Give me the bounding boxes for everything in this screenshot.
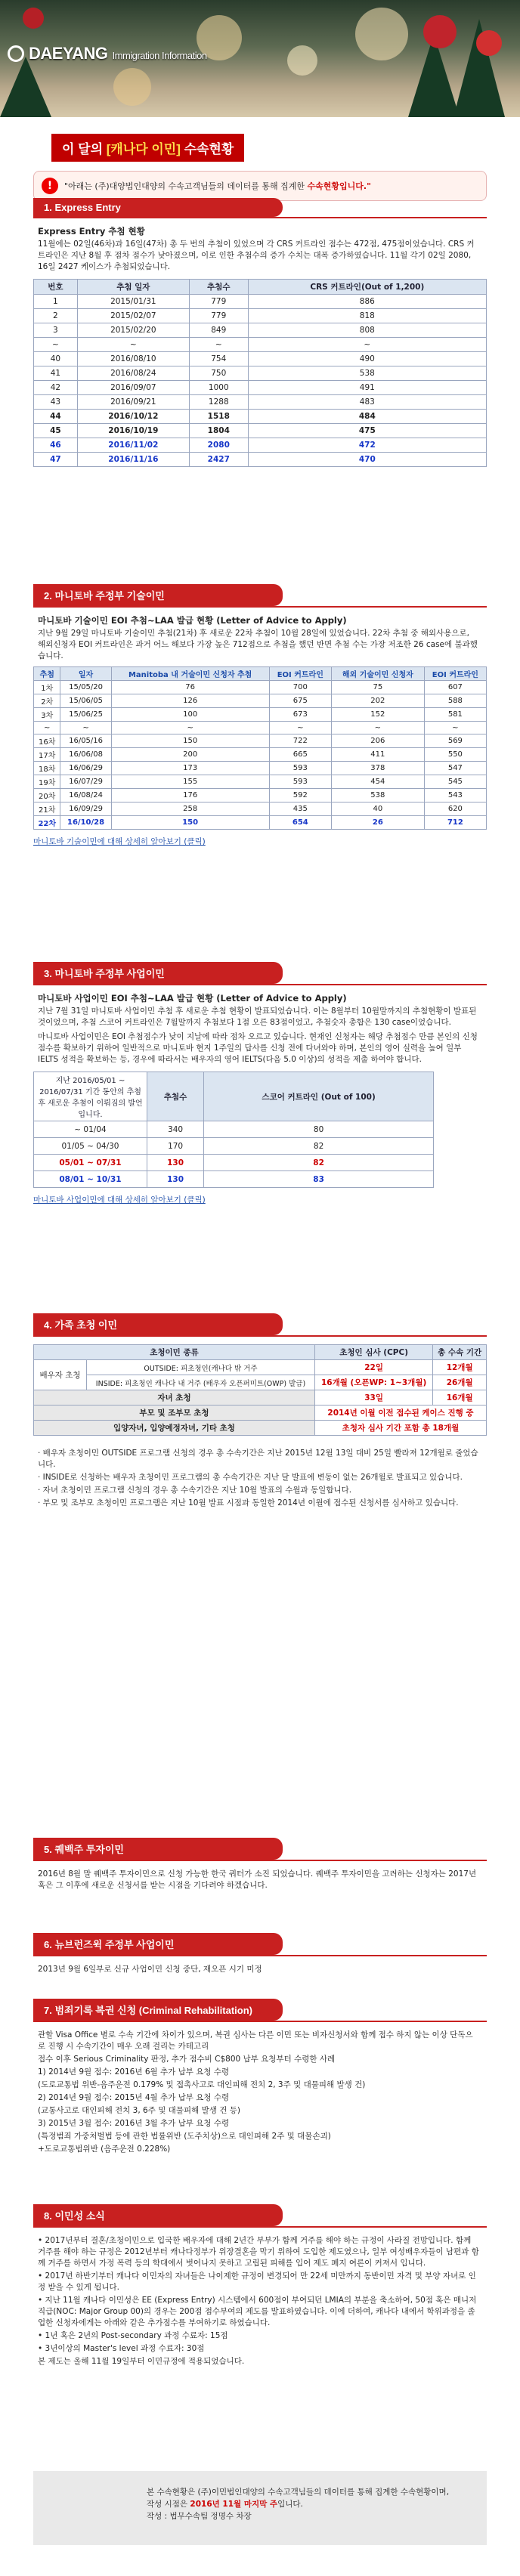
section-heading: 2. 마니토바 주정부 기술이민 [33, 584, 283, 606]
table-cell: 340 [147, 1121, 204, 1138]
row-label: INSIDE: 피초청인 캐나다 내 거주 (배우자 오픈퍼미트(OWP) 발급) [87, 1375, 315, 1390]
title-prefix: 이 달의 [62, 142, 103, 156]
footer-box [33, 2471, 487, 2545]
section-subtitle: 마니토바 기술이민 EOI 추첨~LAA 발급 현황 (Letter of Advice to Apply) [38, 615, 347, 626]
table-cell: 543 [424, 789, 486, 802]
table-cell: 100 [111, 708, 269, 722]
table-cell: 82 [204, 1138, 434, 1155]
table-cell: 675 [269, 694, 331, 708]
merged-value: 2014년 이월 이전 접수된 케이스 진행 중 [314, 1406, 486, 1421]
manitoba-skilled-link[interactable]: 마니토바 기술이민에 대해 상세히 알아보기 (클릭) [33, 837, 206, 846]
table-cell: 547 [424, 762, 486, 775]
cpc-value: 16개월 (오픈WP: 1~3개월) [314, 1375, 432, 1390]
table-cell: 779 [189, 309, 248, 323]
table-header: 총 수속 기간 [433, 1345, 487, 1360]
table-cell: 2016/08/24 [77, 366, 189, 381]
bokeh-light [287, 45, 317, 76]
total-value: 12개월 [433, 1360, 487, 1375]
footer-author: 작성 : 법무수속팀 정명수 차장 [147, 2512, 252, 2521]
title-suffix: 수속현황 [184, 142, 234, 156]
table-cell: ~ [331, 722, 424, 734]
note-item: (특정범죄 가중처벌법 등에 관한 법률위반 (도주치상)으로 대인피해 2주 및 대물손괴) [38, 2132, 331, 2141]
table-cell: 886 [248, 295, 486, 309]
section-paragraph: 지난 9월 29일 마니토바 기술이민 추첨(21차) 후 새로운 22차 추첨이 10월 28일에 있었습니다. 22차 추첨 중 해외사용으로, 해외신청자 EOI 커트라인은 과거 어느 해보다 가장 높은 712점으로 추첨을 했던 반면 추첨 수는 가장 저조한 26 case에 불과했습니다. [38, 629, 478, 660]
section-express-entry [33, 198, 487, 467]
header-banner [0, 0, 520, 117]
table-row [34, 438, 487, 453]
table-cell: ~ [424, 722, 486, 734]
table-cell: 44 [34, 410, 78, 424]
table-cell: 2015/02/20 [77, 323, 189, 338]
table-header: 추첨수 [189, 280, 248, 295]
table-cell: 2016/09/21 [77, 395, 189, 410]
section-paragraph: 2013년 9월 6일부로 신규 사업이민 신청 중단, 재오픈 시기 미정 [38, 1965, 262, 1974]
table-cell: 435 [269, 802, 331, 816]
table-cell: 82 [204, 1155, 434, 1171]
table-header: 번호 [34, 280, 78, 295]
table-row [34, 681, 487, 694]
section-heading: 1. Express Entry [33, 198, 283, 217]
row-label: OUTSIDE: 피초청인(캐나다 밖 거주 [87, 1360, 315, 1375]
table-cell: 722 [269, 734, 331, 748]
note-item: • 2017년 하반기부터 캐나다 이민자의 자녀들은 나이제한 규정이 변경되어 만 22세 미만까지 동반이민 자격 및 부양 자녀로 인정 받을 수 있게 됩니다. [38, 2271, 476, 2292]
table-cell: ~ [269, 722, 331, 734]
table-cell: 593 [269, 762, 331, 775]
divider [33, 1335, 487, 1337]
table-cell: ~ [77, 338, 189, 352]
notice-highlight: 수속현황입니다." [307, 181, 371, 191]
table-cell: 1804 [189, 424, 248, 438]
table-cell: 2차 [34, 694, 60, 708]
manitoba-business-link[interactable]: 마니토바 사업이민에 대해 상세히 알아보기 (클릭) [33, 1195, 206, 1205]
table-cell: 2 [34, 309, 78, 323]
logo-mark-icon [8, 45, 24, 62]
section-family-sponsorship [33, 1313, 487, 1511]
section-manitoba-business [33, 962, 487, 1205]
table-row [34, 762, 487, 775]
family-sponsorship-table [33, 1344, 487, 1436]
table-cell: 2080 [189, 438, 248, 453]
table-header: 추첨 일자 [77, 280, 189, 295]
table-cell: 170 [147, 1138, 204, 1155]
row-label: 자녀 초청 [34, 1390, 315, 1406]
table-cell: 818 [248, 309, 486, 323]
table-row [34, 722, 487, 734]
note-item: 3) 2015년 3월 접수: 2016년 3월 추가 납부 요청 수령 [38, 2119, 230, 2128]
table-row [34, 453, 487, 467]
table-cell: 491 [248, 381, 486, 395]
table-row [34, 802, 487, 816]
table-row [34, 309, 487, 323]
table-row [34, 424, 487, 438]
bokeh-light [355, 8, 408, 60]
table-cell: 490 [248, 352, 486, 366]
table-row [34, 694, 487, 708]
table-cell: 484 [248, 410, 486, 424]
table-cell: 150 [111, 816, 269, 830]
section-heading: 7. 범죄기록 복권 신청 (Criminal Rehabilitation) [33, 1999, 283, 2021]
table-row [34, 323, 487, 338]
page-title [51, 134, 520, 162]
bokeh-light [113, 68, 151, 106]
table-cell: 15/06/05 [60, 694, 111, 708]
table-row [34, 748, 487, 762]
table-header: 초청이민 종류 [34, 1345, 315, 1360]
table-cell: 673 [269, 708, 331, 722]
table-cell: 43 [34, 395, 78, 410]
table-cell: 47 [34, 453, 78, 467]
table-cell: 41 [34, 366, 78, 381]
footer-text: 입니다. [277, 2500, 303, 2509]
notice-text [64, 180, 371, 192]
table-cell: 206 [331, 734, 424, 748]
table-cell: 17차 [34, 748, 60, 762]
tree-graphic [0, 57, 51, 117]
table-cell: 665 [269, 748, 331, 762]
table-cell: 2016/08/10 [77, 352, 189, 366]
table-row [34, 1138, 434, 1155]
table-cell: 2016/11/16 [77, 453, 189, 467]
table-cell: ~ [60, 722, 111, 734]
table-cell: 176 [111, 789, 269, 802]
section-manitoba-skilled [33, 584, 487, 847]
table-cell: 592 [269, 789, 331, 802]
table-cell: ~ [248, 338, 486, 352]
family-notes [33, 1440, 487, 1509]
table-cell: 130 [147, 1171, 204, 1188]
note-item: (도로교통법 위반-음주운전 0.179% 및 접촉사고로 대인피해 전치 2, 3주 및 대물피해 발생 건) [38, 2080, 366, 2089]
table-cell: 1 [34, 295, 78, 309]
note-item: • 3년이상의 Master's level 과정 수료자: 30점 [38, 2344, 205, 2353]
table-cell: 475 [248, 424, 486, 438]
table-cell: 16/06/08 [60, 748, 111, 762]
table-row [34, 338, 487, 352]
table-cell: 1000 [189, 381, 248, 395]
table-cell: 22차 [34, 816, 60, 830]
notice-box [33, 171, 487, 201]
table-header: EOI 커트라인 [269, 667, 331, 681]
table-cell: 83 [204, 1171, 434, 1188]
table-cell: 16차 [34, 734, 60, 748]
table-cell: ~ [111, 722, 269, 734]
table-cell: 545 [424, 775, 486, 789]
table-row [34, 395, 487, 410]
table-cell: 19차 [34, 775, 60, 789]
table-header: Manitoba 내 거술이민 신청자 추첨 [111, 667, 269, 681]
brand-name: DAEYANG [29, 44, 108, 63]
ornament [476, 30, 502, 56]
table-cell: 654 [269, 816, 331, 830]
table-row [34, 295, 487, 309]
table-cell: 01/05 ~ 04/30 [34, 1138, 147, 1155]
table-row [34, 1155, 434, 1171]
table-cell: ~ [34, 722, 60, 734]
section-paragraph: 지난 7월 31일 마니토바 사업이민 추첨 후 새로운 추첨 현황이 발표되었습니다. 이는 8월부터 10월말까지의 추첨현황이 발표된 것이었으며, 추첨 스코어 커트라인은 7월말까지 추첨보다 1점 오른 83점이었고, 추첨숫자 총합은 130 case이었습니다. [38, 1007, 477, 1027]
table-row [34, 708, 487, 722]
table-cell: 483 [248, 395, 486, 410]
table-cell: 808 [248, 323, 486, 338]
table-header: 지난 2016/05/01 ~ 2016/07/31 기간 동안의 추첨 후 새로운 추첨이 이뤄짐의 발언입니다. [34, 1072, 147, 1121]
table-cell: 700 [269, 681, 331, 694]
table-cell: 2016/11/02 [77, 438, 189, 453]
table-cell: 1차 [34, 681, 60, 694]
ornament [423, 15, 457, 48]
table-cell: 15/05/20 [60, 681, 111, 694]
section-subtitle: Express Entry 추첨 현황 [38, 226, 145, 237]
total-value: 16개월 [433, 1390, 487, 1406]
table-cell: 200 [111, 748, 269, 762]
table-cell: 569 [424, 734, 486, 748]
table-cell: 45 [34, 424, 78, 438]
table-cell: 3 [34, 323, 78, 338]
row-label: 부모 및 조부모 초청 [34, 1406, 315, 1421]
section-heading: 6. 뉴브런즈윅 주정부 사업이민 [33, 1933, 283, 1955]
note-item: • 2017년부터 결혼/초청이민으로 입국한 배우자에 대해 2년간 부부가 함께 거주를 해야 하는 규정이 사라질 전망입니다. 함께 거주를 해야 하는 규정은 2012년부터 캐나다정부가 위장결혼을 막기 위하여 도입한 제도였으나, 일부 여성배우자들이 남편과 함께 거주를 하면서 가정 폭력 등의 학대에서 벗어나지 못하고 고립된 피해를 입어 제도 폐지 여론이 커져서 입니다. [38, 2236, 479, 2268]
brand-subtitle: Immigration Information [112, 50, 207, 61]
footer-line [147, 2498, 487, 2510]
table-cell: 607 [424, 681, 486, 694]
table-cell: 16/07/29 [60, 775, 111, 789]
table-cell: ~ [34, 338, 78, 352]
table-cell: 378 [331, 762, 424, 775]
section-quebec-investor [33, 1838, 487, 1891]
table-cell: 202 [331, 694, 424, 708]
table-cell: 76 [111, 681, 269, 694]
table-cell: 40 [331, 802, 424, 816]
notice-text-part: "아래는 (주)대양법인대양의 수속고객님들의 데이터를 통해 집계한 [64, 181, 305, 191]
table-header: 추첨수 [147, 1072, 204, 1121]
table-cell: 750 [189, 366, 248, 381]
section-heading: 3. 마니토바 주정부 사업이민 [33, 962, 283, 984]
section-subtitle: 마니토바 사업이민 EOI 추첨~LAA 발급 현황 (Letter of Advice to Apply) [38, 993, 347, 1003]
table-cell: 75 [331, 681, 424, 694]
table-row [34, 381, 487, 395]
table-cell: 46 [34, 438, 78, 453]
table-row [34, 1121, 434, 1138]
section-paragraph: 마니토바 사업이민은 EOI 추첨점수가 낮이 지날에 따라 점차 오르고 있습니다. 현재인 신청자는 해당 추첨점수 만큼 본인의 신청 점수를 확보하기 위하여 일반적으로 마니토바 현지 1주일의 답사를 신청 전에 다녀와야 하며, 본인의 영어 실력을 높여 일부 IELTS 성적을 확보하는 등, 경우에 따라서는 배우자의 영어 IELTS(다음 5.0 이상)의 성적을 제출 하여야 합니다. [38, 1032, 478, 1064]
table-row [34, 775, 487, 789]
total-value: 26개월 [433, 1375, 487, 1390]
table-header: 추첨 [34, 667, 60, 681]
table-cell: 1518 [189, 410, 248, 424]
footer-date: 2016년 11월 마지막 주 [190, 2500, 278, 2509]
table-cell: 779 [189, 295, 248, 309]
section-heading: 4. 가족 초청 이민 [33, 1313, 283, 1335]
table-cell: 849 [189, 323, 248, 338]
merged-value: 초청자 심사 기간 포함 총 18개월 [314, 1421, 486, 1436]
table-cell: 550 [424, 748, 486, 762]
table-row [34, 410, 487, 424]
table-cell: 2015/02/07 [77, 309, 189, 323]
table-cell: 538 [248, 366, 486, 381]
table-cell: 16/10/28 [60, 816, 111, 830]
note-item: 1) 2014년 9월 접수: 2016년 6월 추가 납부 요청 수령 [38, 2067, 230, 2077]
table-cell: 40 [34, 352, 78, 366]
table-cell: 2427 [189, 453, 248, 467]
title-tag [51, 134, 244, 162]
table-cell: 538 [331, 789, 424, 802]
section-criminal-rehab [33, 1999, 487, 2157]
table-header: 일자 [60, 667, 111, 681]
table-row [34, 734, 487, 748]
table-cell: 620 [424, 802, 486, 816]
note-item: +도로교통법위반 (음주운전 0.228%) [38, 2145, 171, 2154]
table-header: 스코어 커트라인 (Out of 100) [204, 1072, 434, 1121]
table-cell: 258 [111, 802, 269, 816]
table-cell: 20차 [34, 789, 60, 802]
footer-line: 본 수속현황은 (주)이민법인대양의 수속고객님들의 데이터를 통해 집계한 수속현황이며, [147, 2488, 450, 2497]
section-paragraph: 11월에는 02일(46차)과 16일(47차) 총 두 번의 추첨이 있었으며 각 CRS 커트라인 점수는 472점, 475점이었습니다. CRS 커트라인은 지난 8월 후 점차 점수가 낮아졌으며, 이로 인한 추첨수의 증가 수치는 대폭 증가하였습니다. 11월 각기 02일 2080, 16일 2427 케이스가 추첨되었습니다. [38, 240, 475, 271]
manitoba-business-table [33, 1072, 434, 1188]
table-cell: 588 [424, 694, 486, 708]
manitoba-skilled-table [33, 666, 487, 830]
table-cell: 472 [248, 438, 486, 453]
note-item: • 1년 혹은 2년의 Post-secondary 과정 수료자: 15점 [38, 2331, 228, 2340]
spouse-label: 배우자 초청 [34, 1360, 87, 1390]
table-cell: 454 [331, 775, 424, 789]
brand-logo [8, 44, 207, 63]
table-cell: 712 [424, 816, 486, 830]
table-cell: 411 [331, 748, 424, 762]
ornament [23, 8, 44, 29]
table-row [34, 366, 487, 381]
cpc-value: 33일 [314, 1390, 432, 1406]
table-row [34, 789, 487, 802]
table-cell: 155 [111, 775, 269, 789]
table-cell: 173 [111, 762, 269, 775]
table-cell: 18차 [34, 762, 60, 775]
table-cell: 152 [331, 708, 424, 722]
table-cell: 15/06/25 [60, 708, 111, 722]
table-cell: 2015/01/31 [77, 295, 189, 309]
table-header: 해외 기술이민 신청자 [331, 667, 424, 681]
row-label: 입양자녀, 입양예정자녀, 기타 초청 [34, 1421, 315, 1436]
note-item: 본 제도는 올해 11월 19일부터 이민규정에 적용되었습니다. [38, 2357, 245, 2366]
table-cell: 754 [189, 352, 248, 366]
note-item: 접수 이후 Serious Criminality 판정, 추가 점수비 C$800 납부 요청부터 수령한 사례 [38, 2055, 336, 2064]
table-cell: 26 [331, 816, 424, 830]
table-cell: 130 [147, 1155, 204, 1171]
table-row [34, 352, 487, 366]
table-cell: 16/05/16 [60, 734, 111, 748]
table-cell: 42 [34, 381, 78, 395]
note-item: · INSIDE로 신청하는 배우자 초청이민 프로그램의 총 수속기간은 지난 달 발표에 변동이 없는 26개월로 발표되고 있습니다. [38, 1473, 463, 1482]
table-cell: 581 [424, 708, 486, 722]
table-row [34, 816, 487, 830]
section-paragraph: 2016년 8월 말 퀘백주 투자이민으로 신청 가능한 한국 쿼터가 소진 되었습니다. 퀘백주 투자이민을 고려하는 신청자는 2017년 혹은 그 이후에 새로운 신청서를 받는 시점을 기다려야 하겠습니다. [38, 1869, 477, 1890]
note-item: 관할 Visa Office 별로 수속 기간에 차이가 있으며, 복권 심사는 다른 이민 또는 비자신청서와 함께 접수 하지 않는 이상 단독으로 진행 시 수속기간이 매우 오래 걸리는 카테고리 [38, 2030, 473, 2051]
table-cell: ~ [189, 338, 248, 352]
cpc-value: 22일 [314, 1360, 432, 1375]
table-cell: 80 [204, 1121, 434, 1138]
table-cell: 2016/09/07 [77, 381, 189, 395]
table-cell: 593 [269, 775, 331, 789]
section-heading: 5. 퀘백주 투자이민 [33, 1838, 283, 1860]
table-cell: 16/09/29 [60, 802, 111, 816]
table-cell: 2016/10/19 [77, 424, 189, 438]
section-immigration-news [33, 2204, 487, 2369]
section-new-brunswick [33, 1933, 487, 1975]
table-cell: 16/08/24 [60, 789, 111, 802]
section-heading: 8. 이민성 소식 [33, 2204, 283, 2226]
table-header: EOI 커트라인 [424, 667, 486, 681]
table-cell: 470 [248, 453, 486, 467]
note-item: • 지난 11월 캐나다 이민성은 EE (Express Entry) 시스템에서 600점이 부여되던 LMIA의 부분을 축소하여, 50점 혹은 매니저직급(NOC: Major Group 00)의 경우는 200점 점수부여의 제도를 발표하였습니다. 이에 더하여, 캐나다 내에서 학위과정을 졸업한 신청자에게는 아래와 같은 추가점수를 부여하기로 하였습니다. [38, 2296, 477, 2327]
table-header: CRS 커트라인(Out of 1,200) [248, 280, 486, 295]
exclamation-icon: ! [42, 178, 58, 194]
footer-text: 작성 시점은 [147, 2500, 188, 2509]
table-header: 초청인 심사 (CPC) [314, 1345, 432, 1360]
table-cell: 3차 [34, 708, 60, 722]
note-item: 2) 2014년 9월 접수: 2015년 4월 추가 납부 요청 수령 [38, 2093, 230, 2102]
table-cell: ~ 01/04 [34, 1121, 147, 1138]
table-cell: 1288 [189, 395, 248, 410]
table-cell: 21차 [34, 802, 60, 816]
table-cell: 126 [111, 694, 269, 708]
table-cell: 05/01 ~ 07/31 [34, 1155, 147, 1171]
express-entry-table [33, 279, 487, 467]
note-item: · 자녀 초청이민 프로그램 신청의 경우 총 수속기간은 지난 10월 발표의 수월과 동일합니다. [38, 1486, 352, 1495]
note-item: · 배우자 초청이민 OUTSIDE 프로그램 신청의 경우 총 수속기간은 지난 2015년 12월 13일 대비 25일 빨라져 12개월로 줄었습니다. [38, 1449, 478, 1469]
table-cell: 2016/10/12 [77, 410, 189, 424]
table-cell: 16/06/29 [60, 762, 111, 775]
note-item: (교통사고로 대인피해 전치 3, 6주 및 대물피해 발생 건 등) [38, 2106, 240, 2115]
table-row [34, 1171, 434, 1188]
title-highlight: [캐나다 이민] [106, 142, 181, 156]
table-cell: 08/01 ~ 10/31 [34, 1171, 147, 1188]
table-cell: 150 [111, 734, 269, 748]
note-item: · 부모 및 조부모 초청이민 프로그램은 지난 10월 발표 시점과 동일한 2014년 이월에 접수된 신청서를 심사하고 있습니다. [38, 1498, 459, 1508]
